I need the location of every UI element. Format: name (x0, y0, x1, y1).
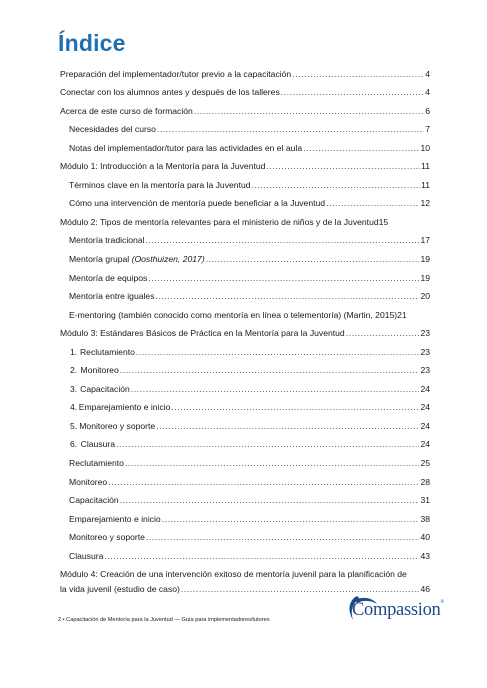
toc-entry-text (60, 87, 280, 98)
toc-page-number: 43 (420, 550, 430, 561)
page-footer: 2 • Capacitación de Mentoría para la Juventud — Guía para implementadores/tutores (58, 617, 270, 623)
toc-entry-text (60, 328, 345, 339)
toc-entry-label: E-mentoring (también conocido como mentoría en línea o telementoría) (Martin, 2015) (69, 309, 398, 320)
toc-page-number: 31 (420, 495, 430, 506)
toc-entry-label: Necesidades del curso (69, 124, 156, 135)
toc-entry[interactable] (60, 509, 430, 528)
toc-leader-dots (326, 198, 419, 209)
toc-leader-dots (266, 161, 420, 172)
toc-entry-text (69, 291, 155, 302)
toc-page-number: 23 (420, 346, 430, 357)
toc-leader-dots (145, 235, 419, 246)
toc-page-number: 12 (420, 198, 430, 209)
toc-page-number: 23 (420, 328, 430, 339)
toc-entry-text (80, 347, 135, 358)
toc-entry[interactable] (60, 249, 430, 268)
toc-entry[interactable] (60, 120, 430, 139)
toc-page-number: 20 (420, 291, 430, 302)
toc-entry-label: Mentoría tradicional (69, 235, 145, 246)
toc-page-number: 10 (420, 142, 430, 153)
toc-entry-text (69, 310, 397, 321)
toc-page-number: 40 (420, 532, 430, 543)
toc-leader-dots (108, 477, 419, 488)
toc-leader-dots (171, 402, 419, 413)
toc-page-number: 11 (421, 161, 430, 172)
toc-entry[interactable] (60, 138, 430, 157)
toc-entry[interactable] (60, 361, 430, 380)
toc-page-number: 24 (420, 420, 430, 431)
toc-leader-dots (125, 458, 420, 469)
toc-entry-label: Monitoreo (80, 365, 119, 376)
toc-entry-number: 5. (70, 420, 78, 431)
toc-leader-dots (162, 514, 420, 525)
toc-entry-text (69, 180, 251, 191)
toc-entry-number: 4. (70, 402, 78, 413)
toc-entry-text (69, 532, 145, 543)
toc-entry-label: Emparejamiento e inicio (78, 402, 171, 413)
toc-leader-dots (104, 551, 419, 562)
toc-leader-dots (156, 421, 419, 432)
toc-page-number: 24 (420, 402, 430, 413)
toc-page-number: 19 (420, 272, 430, 283)
toc-entry-text (60, 106, 193, 117)
toc-leader-dots (148, 273, 419, 284)
toc-leader-dots (116, 439, 419, 450)
toc-entry-text (60, 217, 379, 228)
toc-leader-dots (156, 291, 420, 302)
toc-entry[interactable] (60, 175, 430, 194)
toc-page-number: 25 (420, 458, 430, 469)
toc-entry[interactable] (60, 194, 430, 213)
toc-entry-text (69, 235, 144, 246)
toc-entry-text (69, 143, 302, 154)
toc-entry-citation: (Oosthuizen, 2017) (131, 254, 205, 265)
toc-leader-dots (194, 106, 424, 117)
toc-leader-dots (206, 254, 420, 265)
toc-entry-text (69, 273, 147, 284)
toc-entry-number: 6. (70, 439, 78, 450)
toc-leader-dots (292, 69, 424, 80)
logo-wordmark (352, 600, 444, 621)
toc-page-number: 4 (425, 87, 430, 98)
toc-entry[interactable] (60, 305, 430, 324)
toc-entry-label: Términos clave en la mentoría para la Juventud (69, 179, 251, 190)
toc-entry[interactable] (60, 83, 430, 102)
toc-entry-label: Emparejamiento e inicio (69, 513, 161, 524)
toc-entry-text: Módulo 4: Creación de una intervención exitoso de mentoría juvenil para la planificación de (60, 568, 407, 579)
toc-entry-text (81, 365, 119, 376)
toc-page-number: 38 (420, 513, 430, 524)
toc-leader-dots (120, 365, 420, 376)
toc-entry-text (60, 161, 265, 172)
page-title: Índice (58, 30, 126, 56)
toc-leader-dots (120, 495, 420, 506)
toc-entry-label: Módulo 2: Tipos de mentoría relevantes para el ministerio de niños y de la Juventud (60, 216, 379, 227)
toc-entry[interactable] (60, 287, 430, 306)
toc-entry-label: Notas del implementador/tutor para las actividades en el aula (69, 142, 303, 153)
toc-entry-text (79, 402, 171, 413)
toc-entry[interactable] (60, 435, 430, 454)
toc-entry-text: la vida juvenil (estudio de caso) (60, 583, 180, 594)
toc-entry-text (69, 458, 124, 469)
toc-page-number: 23 (420, 365, 430, 376)
toc-leader-dots (131, 384, 420, 395)
toc-leader-dots (146, 532, 419, 543)
toc-page-number: 24 (420, 439, 430, 450)
toc-leader-dots (303, 143, 419, 154)
toc-page-number: 15 (378, 216, 389, 227)
toc-entry-label: Mentoría de equipos (69, 272, 148, 283)
toc-entry-label: Mentoría entre iguales (69, 291, 155, 302)
toc-page-number: 6 (425, 105, 430, 116)
toc-entry[interactable] (60, 491, 430, 510)
toc-entry-label: Cómo una intervención de mentoría puede beneficiar a la Juventud (69, 198, 326, 209)
toc-entry-text (69, 254, 205, 265)
toc-entry-label: Capacitación (69, 495, 119, 506)
table-of-contents (60, 64, 430, 599)
toc-entry-label: Monitoreo (69, 476, 108, 487)
toc-entry-label: Acerca de este curso de formación (60, 105, 193, 116)
toc-leader-dots (136, 347, 420, 358)
toc-entry-number: 1. (70, 346, 78, 357)
toc-entry[interactable] (60, 472, 430, 491)
toc-entry[interactable] (60, 268, 430, 287)
toc-entry-label: Clausura (80, 439, 116, 450)
toc-page-number: 28 (420, 476, 430, 487)
toc-entry-label: Capacitación (80, 383, 130, 394)
toc-entry-text (79, 421, 155, 432)
toc-page-number: 17 (420, 235, 430, 246)
toc-entry-text (60, 69, 291, 80)
toc-entry-number: 2. (70, 365, 78, 376)
toc-entry[interactable] (60, 453, 430, 472)
toc-entry-label: Monitoreo y soporte (79, 420, 156, 431)
toc-entry-text (81, 439, 115, 450)
toc-entry[interactable] (60, 157, 430, 176)
toc-entry-label: Módulo 1: Introducción a la Mentoría para la Juventud (60, 161, 266, 172)
toc-leader-dots (252, 180, 421, 191)
toc-entry-text (69, 198, 325, 209)
toc-entry-label: Mentoría grupal (69, 254, 130, 265)
toc-entry-number: 3. (70, 383, 78, 394)
toc-entry[interactable] (60, 101, 430, 120)
toc-entry-text (69, 124, 156, 135)
toc-entry[interactable] (60, 398, 430, 417)
logo-text: Compassion (352, 600, 441, 620)
toc-page-number: 21 (397, 309, 407, 320)
toc-entry-text (80, 384, 130, 395)
toc-page-number: 11 (421, 179, 430, 190)
toc-entry-label: Preparación del implementador/tutor previo a la capacitación (60, 68, 292, 79)
toc-entry-label: Reclutamiento (79, 346, 135, 357)
toc-entry[interactable] (60, 379, 430, 398)
toc-entry-label: Clausura (69, 550, 104, 561)
toc-leader-dots (157, 124, 424, 135)
toc-leader-dots (281, 87, 424, 98)
toc-entry-text (69, 477, 107, 488)
toc-entry[interactable] (60, 546, 430, 565)
toc-entry[interactable] (60, 342, 430, 361)
toc-entry-label: Monitoreo y soporte (69, 532, 145, 543)
toc-entry[interactable] (60, 324, 430, 343)
toc-page-number: 46 (420, 583, 430, 594)
toc-page-number: 7 (425, 124, 430, 135)
toc-page-number: 19 (420, 254, 430, 265)
toc-entry-text (69, 514, 161, 525)
toc-entry-label: Conectar con los alumnos antes y después de los talleres (60, 87, 280, 98)
toc-leader-dots (346, 328, 420, 339)
toc-entry[interactable] (60, 416, 430, 435)
toc-entry-text (69, 551, 103, 562)
toc-entry[interactable] (60, 212, 430, 231)
toc-page-number: 4 (425, 68, 430, 79)
toc-entry[interactable] (60, 528, 430, 547)
toc-page-number: 24 (420, 383, 430, 394)
toc-entry[interactable] (60, 64, 430, 83)
registered-mark: ® (440, 600, 444, 605)
toc-entry-text (69, 495, 119, 506)
toc-entry-label: Reclutamiento (69, 458, 124, 469)
toc-entry-label: Módulo 3: Estándares Básicos de Práctica en la Mentoría para la Juventud (60, 328, 345, 339)
toc-entry[interactable] (60, 231, 430, 250)
